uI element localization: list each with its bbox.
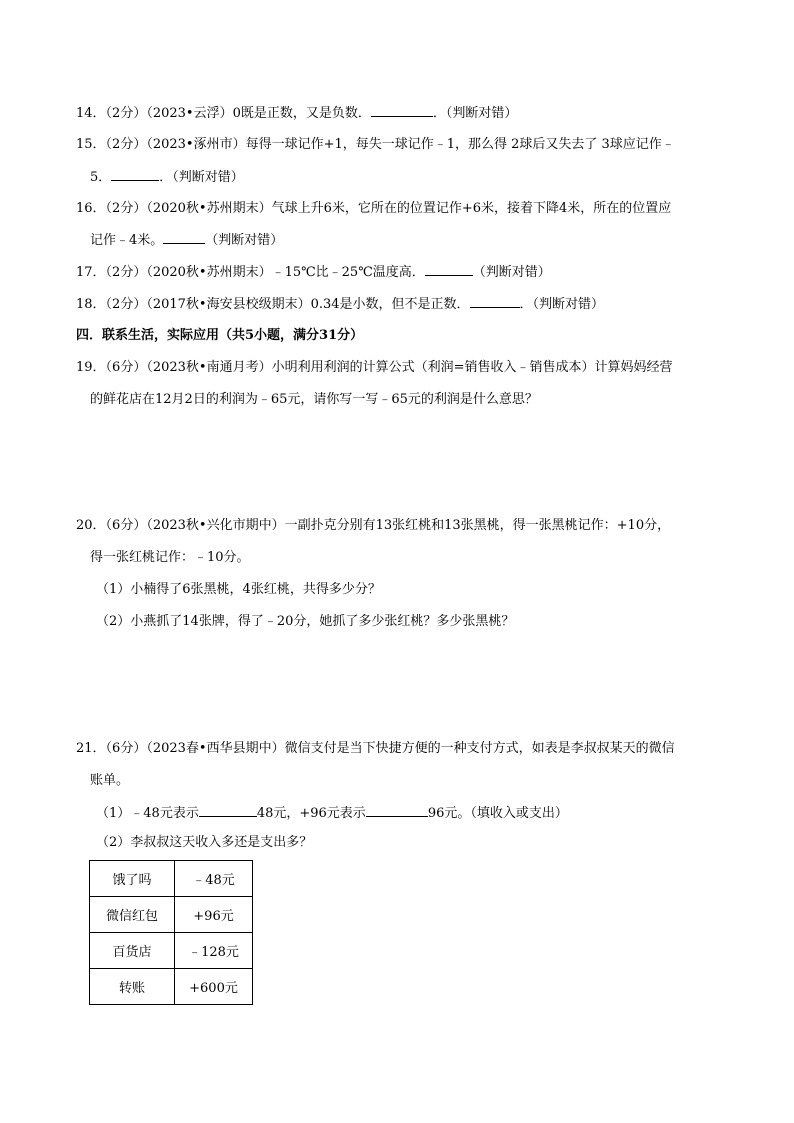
question-15-line-1: 15．（2分）（2023•涿州市）每得一球记作+1，每失一球记作﹣1，那么得 2球后又失去了 3球应记作﹣ [76,137,675,152]
question-14-tail: ．（判断对错） [432,106,518,121]
table-row [90,933,253,969]
table-cell-amount: +600元 [175,969,253,1005]
question-18-text: 18．（2分）（2017秋•海安县校级期末）0.34是小数，但不是正数． [76,297,470,312]
table-row [90,861,253,897]
question-21-sub-1-part-c: 96元。（填收入或支出） [427,806,568,821]
answer-blank-18[interactable] [470,295,520,308]
table-cell-amount: +96元 [175,897,253,933]
question-20-line-2: 得一张红桃记作：﹣10分。 [90,550,250,565]
table-row [90,969,253,1005]
answer-blank-16[interactable] [163,231,205,244]
question-15-line-2-head: 5． [90,170,112,185]
table-cell-amount: ﹣48元 [175,861,253,897]
question-20-line-1: 20．（6分）（2023秋•兴化市期中）一副扑克分别有13张红桃和13张黑桃，得一张黑桃记作：+10分， [76,518,671,533]
table-cell-item: 转账 [90,969,175,1005]
question-16-tail: （判断对错） [205,233,284,248]
question-21-sub-2: （2）李叔叔这天收入多还是支出多？ [96,835,313,850]
question-18-tail: ．（判断对错） [519,297,605,312]
wechat-bill-table [89,860,253,1005]
table-cell-item: 饿了吗 [90,861,175,897]
question-16-line-2 [90,231,283,250]
answer-blank-21-b[interactable] [366,804,428,817]
question-20-sub-1: （1）小楠得了6张黑桃，4张红桃，共得多少分？ [96,582,381,597]
question-14 [76,104,517,123]
question-19-line-1: 19．（6分）（2023秋•南通月考）小明利用利润的计算公式（利润=销售收入﹣销售成本）计算妈妈经营 [76,360,673,375]
answer-blank-14[interactable] [371,104,433,117]
question-14-text: 14．（2分）（2023•云浮）0既是正数，又是负数． [76,106,371,121]
section-4-heading: 四．联系生活，实际应用（共5小题，满分31分） [76,328,364,343]
table-cell-item: 百货店 [90,933,175,969]
question-21-line-2: 账单。 [90,773,130,788]
answer-blank-15[interactable] [111,168,159,181]
question-19-line-2: 的鲜花店在12月2日的利润为﹣65元，请你写一写﹣65元的利润是什么意思？ [90,392,538,407]
question-17 [76,263,551,282]
question-16-line-1: 16．（2分）（2020秋•苏州期末）气球上升6米，它所在的位置记作+6米，接着下降4米，所在的位置应 [76,201,672,216]
table-row [90,897,253,933]
question-21-sub-1-part-b: 48元，+96元表示 [256,806,366,821]
answer-blank-21-a[interactable] [199,804,257,817]
table-cell-amount: ﹣128元 [175,933,253,969]
question-21-line-1: 21．（6分）（2023春•西华县期中）微信支付是当下快捷方便的一种支付方式，如表是李叔叔某天的微信 [76,741,675,756]
question-18 [76,295,604,314]
question-16-line-2-head: 记作﹣4米。 [90,233,164,248]
table-cell-item: 微信红包 [90,897,175,933]
question-15-line-2 [90,168,244,187]
question-17-tail: （判断对错） [472,265,551,280]
answer-blank-17[interactable] [425,263,473,276]
question-21-sub-1-part-a: （1）﹣48元表示 [96,806,199,821]
question-15-tail: ．（判断对错） [159,170,244,185]
question-17-text: 17．（2分）（2020秋•苏州期末）﹣15℃比﹣25℃温度高． [76,265,425,280]
question-21-sub-1 [96,804,568,823]
question-20-sub-2: （2）小燕抓了14张牌，得了﹣20分，她抓了多少张红桃？多少张黑桃？ [96,614,515,629]
